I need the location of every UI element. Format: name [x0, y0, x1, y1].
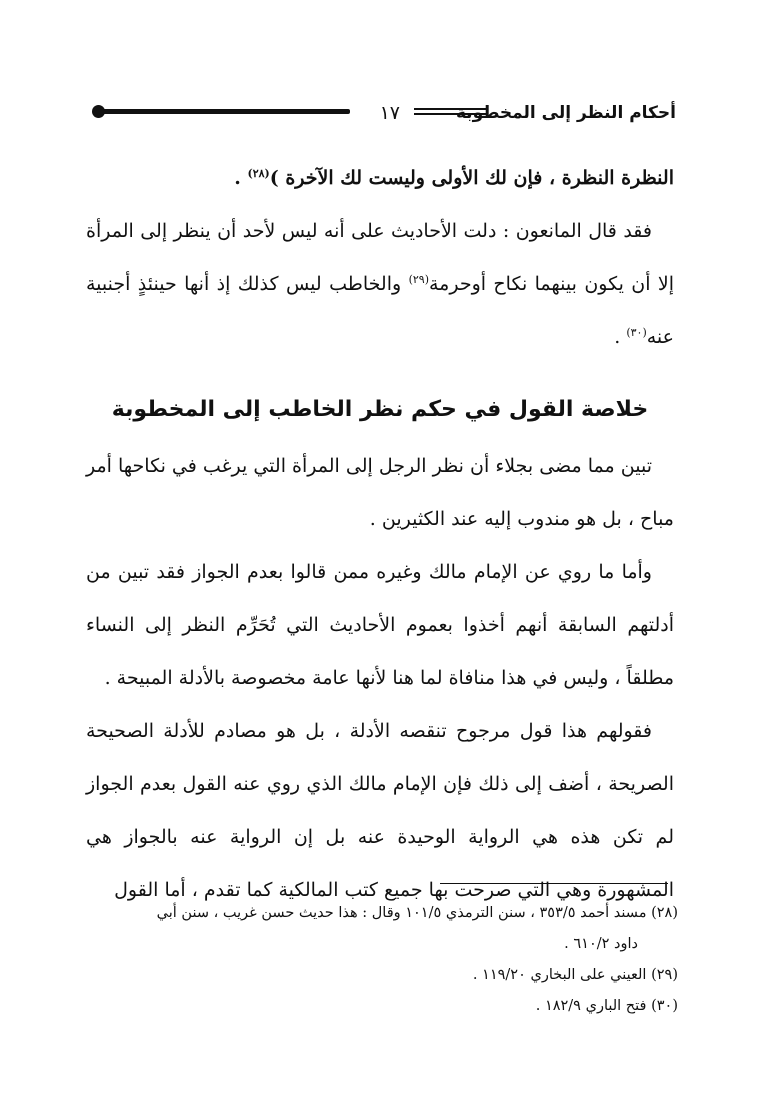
paragraph-objectors-part2: والخاطب ليس كذلك إذ أنها حينئذٍ أجنبية عنه	[86, 273, 674, 348]
paragraph-malik: وأما ما روي عن الإمام مالك وغيره ممن قالوا بعدم الجواز فقد تبين من أدلتهم السابقة أنهم أخذوا بعموم الأحاديث التي تُحَرِّم النظر إلى النساء مطلقاً ، وليس في هذا منافاة لما هنا لأنها عامة مخصوصة بالأدلة المبيحة .	[86, 561, 674, 689]
footnote-text: فتح الباري ١٨٢/٩ .	[535, 998, 647, 1014]
paragraph-objectors-part1: فقد قال المانعون : دلت الأحاديث على أنه ليس لأحد أن ينظر إلى المرأة إلا أن يكون بينهما نكاح أوحرمة	[86, 220, 674, 295]
footnote-28	[78, 898, 678, 929]
hadith-text: النظرة النظرة ، فإن لك الأولى وليست لك الآخرة )	[269, 167, 674, 189]
paragraph-objectors-tail: .	[614, 326, 627, 348]
header-rule-long	[102, 109, 350, 114]
paragraph-rebuttal: فقولهم هذا قول مرجوح تنقصه الأدلة ، بل هو مصادم للأدلة الصحيحة الصريحة ، أضف إلى ذلك فإن الإمام مالك الذي روي عنه القول بعدم الجواز لم تكن هذه هي الرواية الوحيدة عنه بل إن الرواية عنه بالجواز هي المشهورة وهي التي صرحت بها جميع كتب المالكية كما تقدم ، أما القول	[86, 720, 674, 901]
footnote-ref-29: (٢٩)	[408, 273, 429, 286]
page-number: ١٧	[379, 102, 400, 124]
paragraph-objectors	[86, 205, 674, 364]
footnote-30	[78, 991, 678, 1022]
footnote-number: (٢٨)	[651, 905, 678, 921]
paragraph-conclusion: تبين مما مضى بجلاء أن نظر الرجل إلى المرأة التي يرغب في نكاحها أمر مباح ، بل هو مندوب إليه عند الكثيرين .	[86, 455, 674, 530]
footnote-separator	[440, 883, 668, 884]
hadith-ending	[86, 152, 674, 205]
running-title: أحكام النظر إلى المخطوبة	[455, 103, 676, 123]
footnote-29	[78, 960, 678, 991]
main-text	[86, 152, 674, 917]
hadith-tail: .	[234, 167, 248, 189]
footnote-text: العيني على البخاري ١١٩/٢٠ .	[472, 967, 647, 983]
footnote-ref-28: (٢٨)	[247, 167, 270, 180]
section-heading: خلاصة القول في حكم نظر الخاطب إلى المخطوبة	[111, 397, 649, 422]
header-rule-short	[414, 108, 486, 115]
page-header	[92, 98, 676, 132]
footnote-number: (٢٩)	[651, 967, 678, 983]
header-rule-dot	[92, 105, 105, 118]
footnote-number: (٣٠)	[651, 998, 678, 1014]
footnote-text: مسند أحمد ٣٥٣/٥ ، سنن الترمذي ١٠١/٥ وقال : هذا حديث حسن غريب ، سنن أبي	[156, 905, 647, 921]
footnotes	[78, 898, 678, 1022]
footnote-28-continuation: داود ٦١٠/٢ .	[564, 936, 638, 952]
footnote-ref-30: (٣٠)	[626, 326, 647, 339]
